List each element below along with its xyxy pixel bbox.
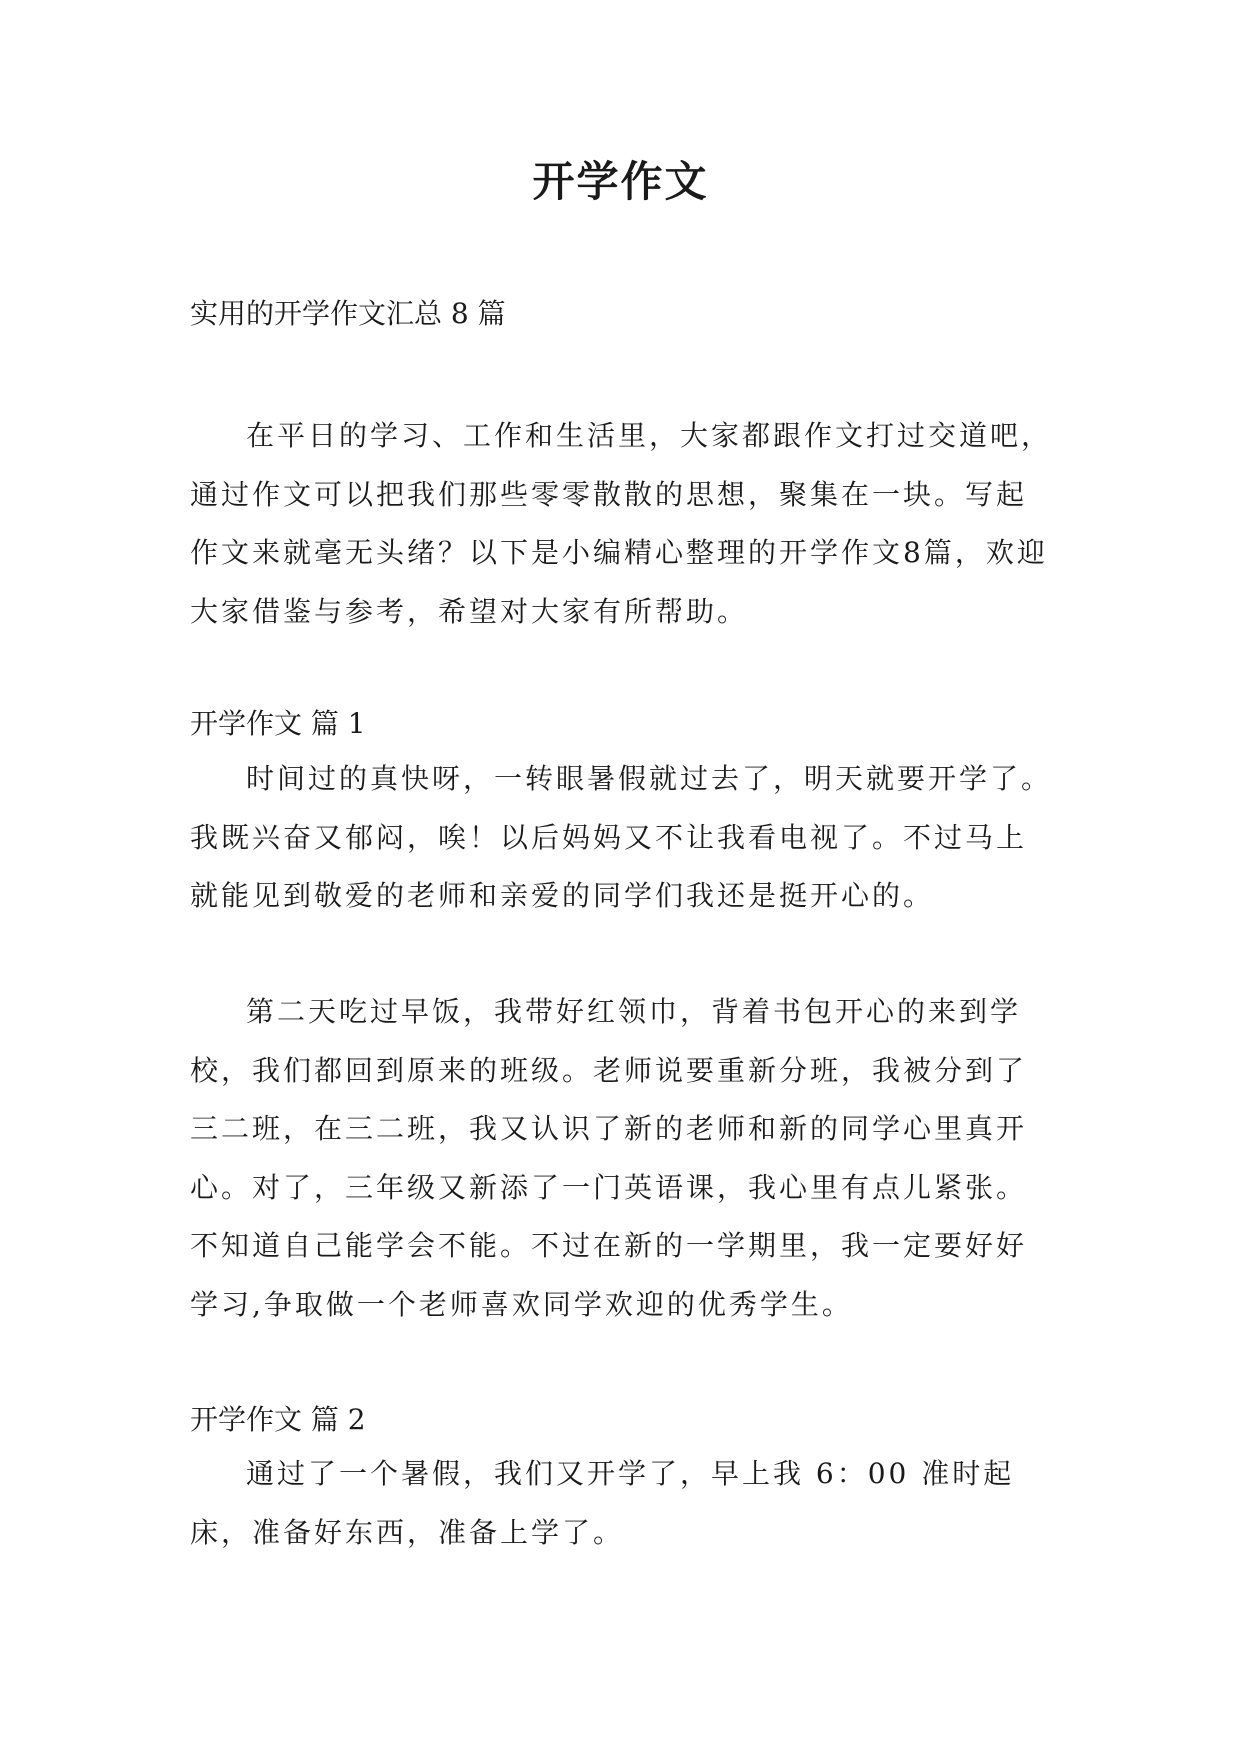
document-title: 开学作文 [532, 157, 709, 206]
section-heading-1: 开学作文 篇 1 [190, 707, 366, 740]
document-subtitle: 实用的开学作文汇总 8 篇 [190, 297, 506, 330]
section-heading-2: 开学作文 篇 2 [190, 1403, 366, 1436]
section-2-paragraph-1: 通过了一个暑假，我们又开学了，早上我 6：00 准时起床，准备好东西，准备上学了。 [190, 1457, 1015, 1549]
section-1-paragraph-1: 时间过的真快呀，一转眼暑假就过去了，明天就要开学了。我既兴奋又郁闷，唉！以后妈妈又不让我看电视了。不过马上就能见到敬爱的老师和亲爱的同学们我还是挺开心的。 [190, 762, 1053, 912]
section-1-paragraph-2: 第二天吃过早饭，我带好红领巾，背着书包开心的来到学校，我们都回到原来的班级。老师说要重新分班，我被分到了三二班，在三二班，我又认识了新的老师和新的同学心里真开心。对了，三年级又新添了一门英语课，我心里有点儿紧张。不知道自己能学会不能。不过在新的一学期里，我一定要好好学习,争取做一个老师喜欢同学欢迎的优秀学生。 [190, 995, 1028, 1321]
intro-paragraph: 在平日的学习、工作和生活里，大家都跟作文打过交道吧，通过作文可以把我们那些零零散散的思想，聚集在一块。写起作文来就毫无头绪？以下是小编精心整理的开学作文8篇，欢迎大家借鉴与参考，希望对大家有所帮助。 [190, 419, 1053, 628]
